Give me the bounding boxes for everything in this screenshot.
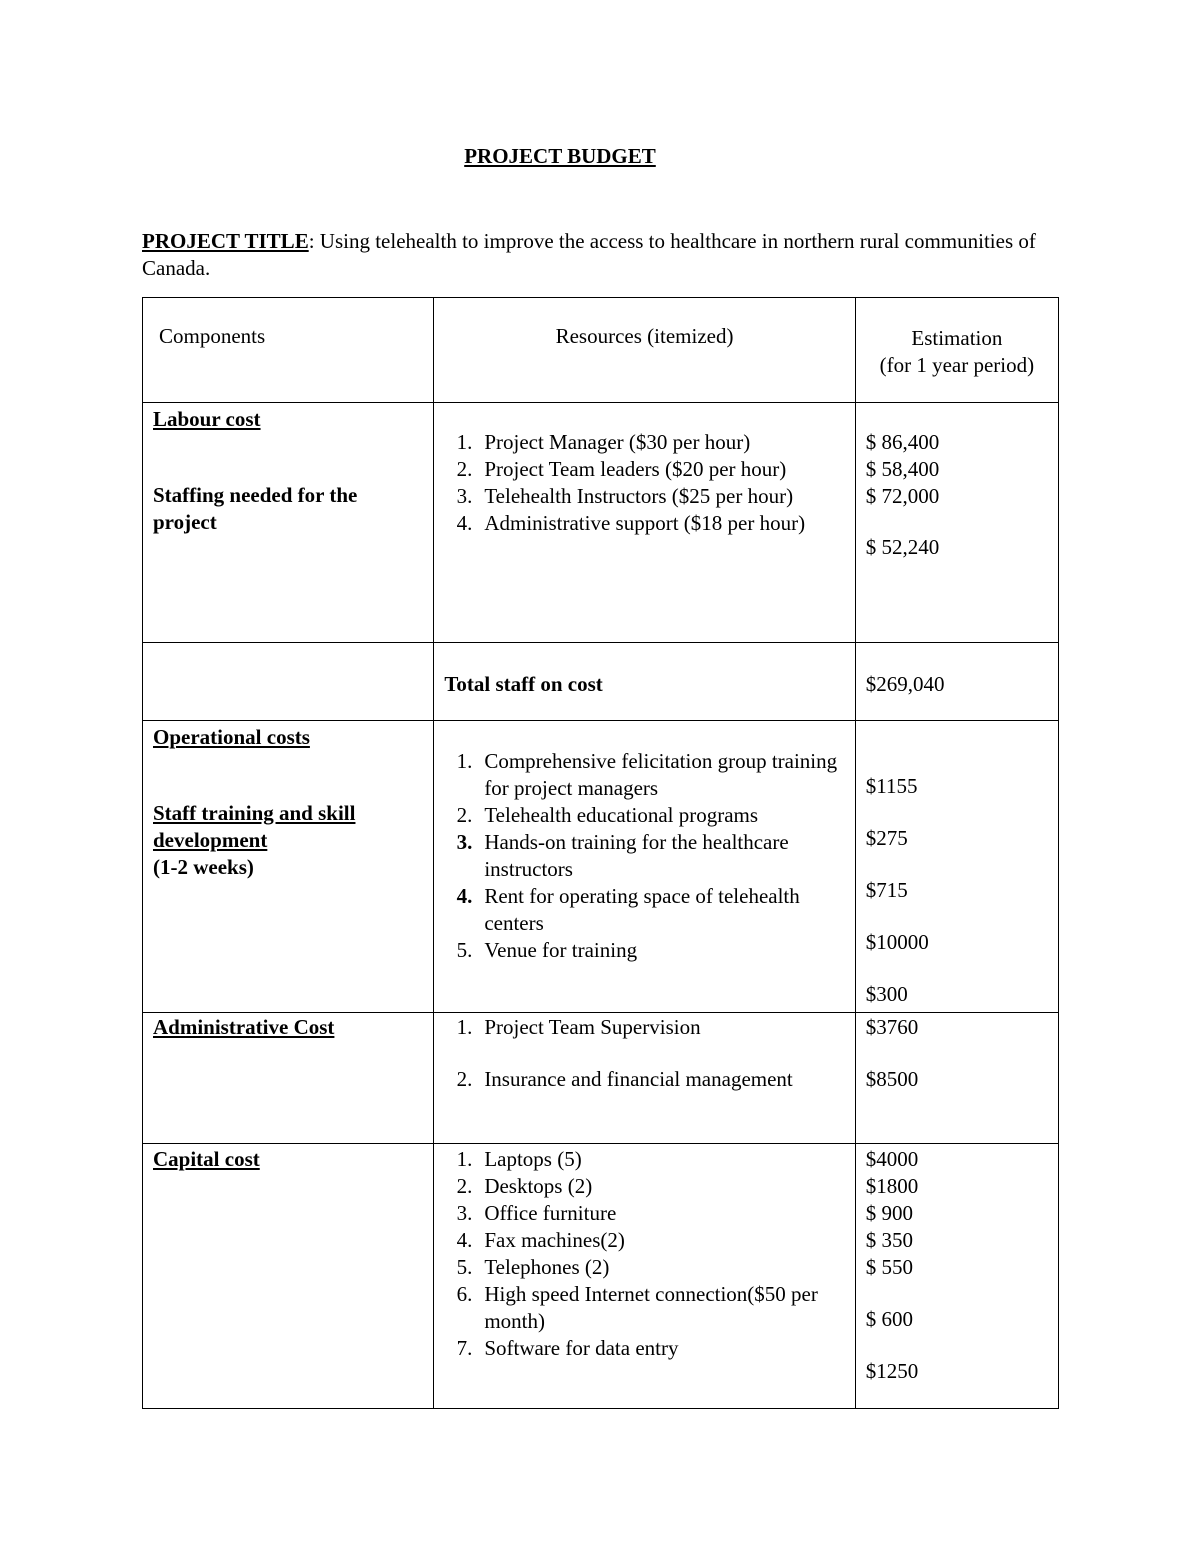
- list-item: [434, 883, 854, 937]
- labour-heading: Labour cost: [153, 407, 261, 431]
- item-text: Comprehensive felicitation group training for project managers: [484, 749, 838, 800]
- item-text: Venue for training: [484, 938, 638, 962]
- administrative-heading: Administrative Cost: [153, 1015, 335, 1039]
- administrative-items: [434, 1013, 854, 1093]
- capital-resources-cell: [434, 1144, 855, 1409]
- list-item: [434, 1254, 854, 1281]
- total-empty-cell: [143, 643, 434, 721]
- administrative-costs: [856, 1013, 1058, 1093]
- item-text: High speed Internet connection($50 per month): [484, 1282, 818, 1333]
- operational-duration: (1-2 weeks): [153, 855, 254, 879]
- item-text: Fax machines(2): [484, 1228, 625, 1252]
- item-text: Hands-on training for the healthcare instructors: [484, 830, 789, 881]
- labour-items: [434, 403, 854, 537]
- administrative-component-cell: [143, 1013, 434, 1144]
- administrative-row: [143, 1013, 1059, 1144]
- cost-value: $ 52,240: [865, 535, 940, 559]
- list-item: [434, 1066, 854, 1093]
- capital-row: [143, 1144, 1059, 1409]
- total-value: $269,040: [865, 672, 945, 696]
- item-number: 4.: [456, 884, 473, 908]
- project-title-text: : Using telehealth to improve the access to healthcare in northern rural communities of Canada.: [142, 229, 1036, 280]
- labour-costs: [856, 403, 1058, 561]
- item-number: 3.: [456, 484, 473, 508]
- capital-component-cell: [143, 1144, 434, 1409]
- cost-value: $10000: [865, 930, 929, 954]
- list-item: [434, 429, 854, 456]
- operational-row: [143, 721, 1059, 1013]
- list-item: [434, 1227, 854, 1254]
- item-number: 4.: [456, 511, 473, 535]
- item-number: 3.: [456, 830, 473, 854]
- cost-value: $4000: [865, 1147, 919, 1171]
- item-text: Project Team leaders ($20 per hour): [484, 457, 787, 481]
- administrative-costs-cell: [855, 1013, 1058, 1144]
- list-item: [434, 1173, 854, 1200]
- operational-costs-cell: [855, 721, 1058, 1013]
- cost-value: $275: [865, 826, 908, 850]
- total-label-cell: [434, 643, 855, 721]
- labour-subheading: Staffing needed for the project: [153, 483, 358, 534]
- cost-value: $ 58,400: [865, 457, 940, 481]
- list-item: [434, 937, 854, 964]
- item-text: Telephones (2): [484, 1255, 610, 1279]
- total-row: [143, 643, 1059, 721]
- cost-value: $ 900: [865, 1201, 914, 1225]
- header-resources: [434, 298, 855, 403]
- project-title-label: PROJECT TITLE: [142, 229, 309, 253]
- list-item: [434, 1281, 854, 1335]
- item-number: 3.: [456, 1201, 473, 1225]
- item-number: 1.: [456, 1147, 473, 1171]
- header-estimation-line2: (for 1 year period): [879, 353, 1035, 377]
- total-label: Total staff on cost: [444, 672, 603, 696]
- item-number: 1.: [456, 749, 473, 773]
- labour-component-cell: [143, 403, 434, 643]
- list-item: [434, 802, 854, 829]
- list-item: [434, 456, 854, 483]
- header-estimation-line1: Estimation: [911, 326, 1003, 350]
- item-number: 2.: [456, 457, 473, 481]
- cost-value: $1155: [865, 774, 918, 798]
- capital-items: [434, 1144, 854, 1362]
- operational-items: [434, 721, 854, 964]
- item-number: 1.: [456, 1015, 473, 1039]
- item-text: Insurance and financial management: [484, 1067, 793, 1091]
- list-item: [434, 1014, 854, 1041]
- item-number: 5.: [456, 938, 473, 962]
- table-header-row: [143, 298, 1059, 403]
- header-components-text: Components: [159, 324, 266, 348]
- labour-row: [143, 403, 1059, 643]
- item-text: Laptops (5): [484, 1147, 582, 1171]
- item-text: Desktops (2): [484, 1174, 593, 1198]
- cost-value: $715: [865, 878, 908, 902]
- item-text: Rent for operating space of telehealth centers: [484, 884, 800, 935]
- cost-value: $ 600: [865, 1307, 914, 1331]
- cost-value: $3760: [865, 1015, 919, 1039]
- cost-value: $300: [865, 982, 908, 1006]
- labour-resources-cell: [434, 403, 855, 643]
- item-number: 2.: [456, 1067, 473, 1091]
- cost-value: $ 86,400: [865, 430, 940, 454]
- cost-value: $ 550: [865, 1255, 914, 1279]
- item-text: Project Manager ($30 per hour): [484, 430, 751, 454]
- document-title: PROJECT BUDGET: [464, 144, 656, 168]
- list-item: [434, 483, 854, 510]
- item-number: 2.: [456, 803, 473, 827]
- operational-heading: Operational costs: [153, 725, 310, 749]
- list-item: [434, 1146, 854, 1173]
- capital-costs: [856, 1144, 1058, 1385]
- list-item: [434, 510, 854, 537]
- cost-value: $8500: [865, 1067, 919, 1091]
- item-number: 1.: [456, 430, 473, 454]
- item-text: Software for data entry: [484, 1336, 679, 1360]
- item-text: Administrative support ($18 per hour): [484, 511, 806, 535]
- header-estimation: [855, 298, 1058, 403]
- labour-costs-cell: [855, 403, 1058, 643]
- item-text: Telehealth educational programs: [484, 803, 759, 827]
- capital-costs-cell: [855, 1144, 1058, 1409]
- header-estimation-text: [856, 298, 1058, 379]
- item-number: 5.: [456, 1255, 473, 1279]
- item-number: 7.: [456, 1336, 473, 1360]
- list-item: [434, 748, 854, 802]
- header-resources-text: Resources (itemized): [555, 324, 734, 348]
- item-text: Office furniture: [484, 1201, 617, 1225]
- operational-costs: [856, 721, 1058, 1008]
- cost-value: $ 72,000: [865, 484, 940, 508]
- item-number: 4.: [456, 1228, 473, 1252]
- cost-value: $1800: [865, 1174, 919, 1198]
- project-title: [142, 228, 1042, 282]
- list-item: [434, 1335, 854, 1362]
- total-value-cell: [855, 643, 1058, 721]
- cost-value: $ 350: [865, 1228, 914, 1252]
- operational-component-cell: [143, 721, 434, 1013]
- list-item: [434, 829, 854, 883]
- header-components: [143, 298, 434, 403]
- operational-subheading: Staff training and skill development: [153, 801, 356, 852]
- cost-value: $1250: [865, 1359, 919, 1383]
- item-number: 6.: [456, 1282, 473, 1306]
- administrative-resources-cell: [434, 1013, 855, 1144]
- item-text: Project Team Supervision: [484, 1015, 701, 1039]
- list-item: [434, 1200, 854, 1227]
- budget-table: [142, 297, 1059, 1409]
- capital-heading: Capital cost: [153, 1147, 260, 1171]
- item-text: Telehealth Instructors ($25 per hour): [484, 484, 794, 508]
- operational-resources-cell: [434, 721, 855, 1013]
- item-number: 2.: [456, 1174, 473, 1198]
